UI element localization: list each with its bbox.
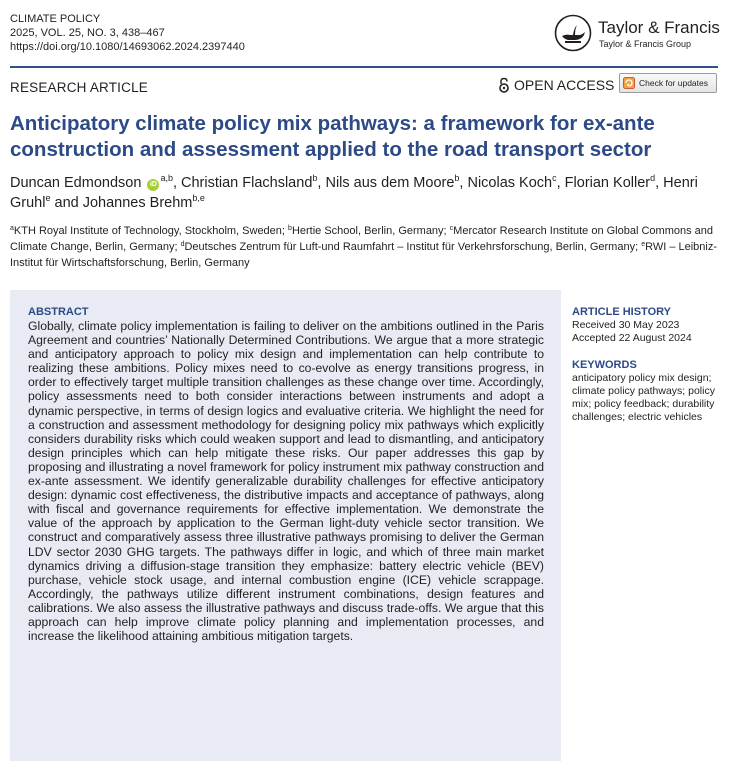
taylor-francis-lamp-icon (554, 14, 592, 52)
affil-sup: b (288, 225, 292, 232)
accepted-date: Accepted 22 August 2024 (572, 332, 692, 344)
open-lock-icon (498, 77, 510, 93)
author-affil-sup: e (45, 193, 51, 203)
affil-text: KTH Royal Institute of Technology, Stockholm, Sweden; (13, 225, 289, 237)
author-affil-sup: c (552, 173, 557, 183)
doi-link[interactable]: https://doi.org/10.1080/14693062.2024.2397440 (10, 41, 245, 53)
article-sidebar (572, 306, 732, 424)
affil-sup: a (10, 225, 14, 232)
author-list: Duncan Edmondson iD$^{a,b}$, Christian Flachsland$^b$, Nils aus dem Moore$^b$, Nicolas Koch$^c$, Florian Koller$^d$, Henri Gruhl$^e$ and Johannes Brehm$^{b,e}$ (10, 173, 698, 211)
affil-sup: e (641, 241, 646, 248)
affil-sup: c (449, 225, 454, 232)
affil-text: Mercator Research Institute on Global Commons and Climate Change, Berlin, Germany; (10, 225, 714, 253)
affil-text: RWI – Leibniz-Institut für Wirtschaftsforschung, Berlin, Germany (10, 241, 718, 269)
journal-header (10, 12, 245, 54)
keywords-list: anticipatory policy mix design; climate policy pathways; policy mix; policy feedback; durability challenges; electric vehicles (572, 372, 715, 423)
publisher-group: Taylor & Francis Group (599, 39, 692, 49)
author-name[interactable]: Johannes Brehm (82, 195, 193, 211)
check-updates-icon (623, 77, 635, 89)
journal-name: CLIMATE POLICY (10, 13, 101, 25)
header-divider (10, 66, 718, 68)
keywords-heading: KEYWORDS (572, 359, 637, 371)
publisher-logo (554, 14, 734, 54)
affiliations (10, 223, 730, 271)
affil-text: Hertie School, Berlin, Germany; (291, 225, 450, 237)
journal-volume: 2025, VOL. 25, NO. 3, 438–467 (10, 27, 165, 39)
article-history-heading: ARTICLE HISTORY (572, 306, 672, 318)
open-access-badge (498, 77, 614, 93)
abstract-text: Globally, climate policy implementation is failing to deliver on the ambitions outlined in the Paris Agreement and countries’ Nationally Determined Contributions. We argue that a more strategic and anticipatory approach to policy mix design and implementation can help contribute to realizing these ambitions. Policy mixes need to co-evolve as energy transitions progress, in order to effectively target multiple transition challenges as these change over time. Accordingly, policy assessments need to both consider interactions between instruments and adopt a dynamic perspective, in terms of design logics and evaluative criteria. We highlight the need for a construction and assessment methodology for designing policy mix pathways which explicitly considers durability risks which could weaken support and lead to dismantling, and anticipatory design principles which can help mitigate these risks. Our paper addresses this gap by proposing and illustrating a novel framework for policy instrument mix pathway construction and ex-ante assessment. We identify generalizable durability challenges for effective anticipatory design: dynamic cost effectiveness, the distributive impacts and acceptance of pathways, along with fiscal and governance requirements for effective implementation. We demonstrate the value of the approach by application to the German light-duty vehicle sector transition. We construct and comparatively assess three illustrative pathways promising to deliver the German LDV sector 2030 GHG targets. The pathways differ in logic, and which of three main market dynamics driving a diffusion-stage transition they emphasize: battery electric vehicle (BEV) purchase, vehicle stock usage, and internal combustion engine (ICE) vehicle scrappage. Accordingly, the pathways utilize different instrument combinations, design features and calibrations. We also assess the illustrative pathways and discuss trade-offs. We argue that this approach can help improve climate policy planning and implementation processes, and increase the likelihood attaining ambitious mitigation targets. (28, 319, 544, 644)
affil-sup: d (180, 241, 185, 248)
article-type: RESEARCH ARTICLE (10, 80, 148, 95)
author-name[interactable]: Henri Gruhl (10, 175, 698, 211)
publisher-name: Taylor & Francis (598, 18, 720, 37)
author-name[interactable]: Christian Flachsland (181, 175, 313, 191)
author-affil-sup: b (454, 173, 460, 183)
open-access-label: OPEN ACCESS (514, 77, 615, 93)
author-name[interactable]: Nils aus dem Moore (325, 175, 455, 191)
author-affil-sup: b (312, 173, 318, 183)
article-title: Anticipatory climate policy mix pathways: a framework for ex-ante construction and assessment applied to the road transport sector (10, 112, 655, 161)
affil-text: Deutsches Zentrum für Luft-und Raumfahrt – Institut für Verkehrsforschung, Berlin, Germany; (184, 241, 642, 253)
author-name[interactable]: Florian Koller (564, 175, 651, 191)
orcid-icon[interactable]: iD (147, 179, 159, 191)
author-affil-sup: b,e (192, 193, 205, 203)
author-name[interactable]: Duncan Edmondson (10, 175, 142, 191)
author-affil-sup: a,b (160, 173, 173, 183)
abstract-heading: ABSTRACT (28, 306, 89, 318)
received-date: Received 30 May 2023 (572, 319, 680, 331)
author-name[interactable]: Nicolas Koch (467, 175, 553, 191)
check-updates-label: Check for updates (639, 78, 708, 88)
author-affil-sup: d (650, 173, 656, 183)
check-for-updates-button[interactable] (619, 73, 717, 93)
